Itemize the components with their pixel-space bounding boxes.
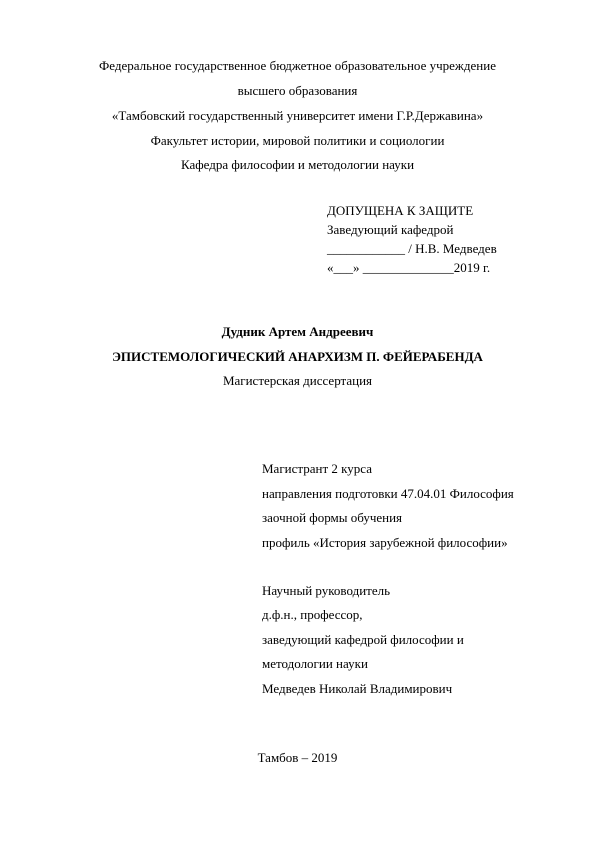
approval-title: ДОПУЩЕНА К ЗАЩИТЕ [327,203,474,218]
student-profile: профиль «История зарубежной философии» [262,535,508,550]
supervisor-degree: д.ф.н., профессор, [262,607,363,622]
supervisor-position: заведующий кафедрой философии и [262,632,464,647]
approval-role: Заведующий кафедрой [327,222,454,237]
department-name: Кафедра философии и методологии науки [180,157,415,172]
approval-date: «___» ______________2019 г. [327,260,491,275]
thesis-type: Магистерская диссертация [222,373,373,388]
student-study-form: заочной формы обучения [262,510,403,525]
thesis-title: ЭПИСТЕМОЛОГИЧЕСКИЙ АНАРХИЗМ П. ФЕЙЕРАБЕНДА [112,349,483,364]
supervisor-label: Научный руководитель [262,583,391,598]
university-name: «Тамбовский государственный университет имени Г.Р.Державина» [111,108,484,123]
approval-signature: ____________ / Н.В. Медведев [327,241,497,256]
student-program: направления подготовки 47.04.01 Философия [262,486,514,501]
institution-level: высшего образования [237,83,358,98]
supervisor-name: Медведев Николай Владимирович [262,681,453,696]
author-name: Дудник Артем Андреевич [221,324,374,339]
student-year: Магистрант 2 курса [262,461,372,476]
institution-type: Федеральное государственное бюджетное образовательное учреждение [99,58,496,73]
faculty-name: Факультет истории, мировой политики и социологии [150,133,445,148]
supervisor-position-cont: методологии науки [262,656,368,671]
city-year: Тамбов – 2019 [257,750,338,765]
